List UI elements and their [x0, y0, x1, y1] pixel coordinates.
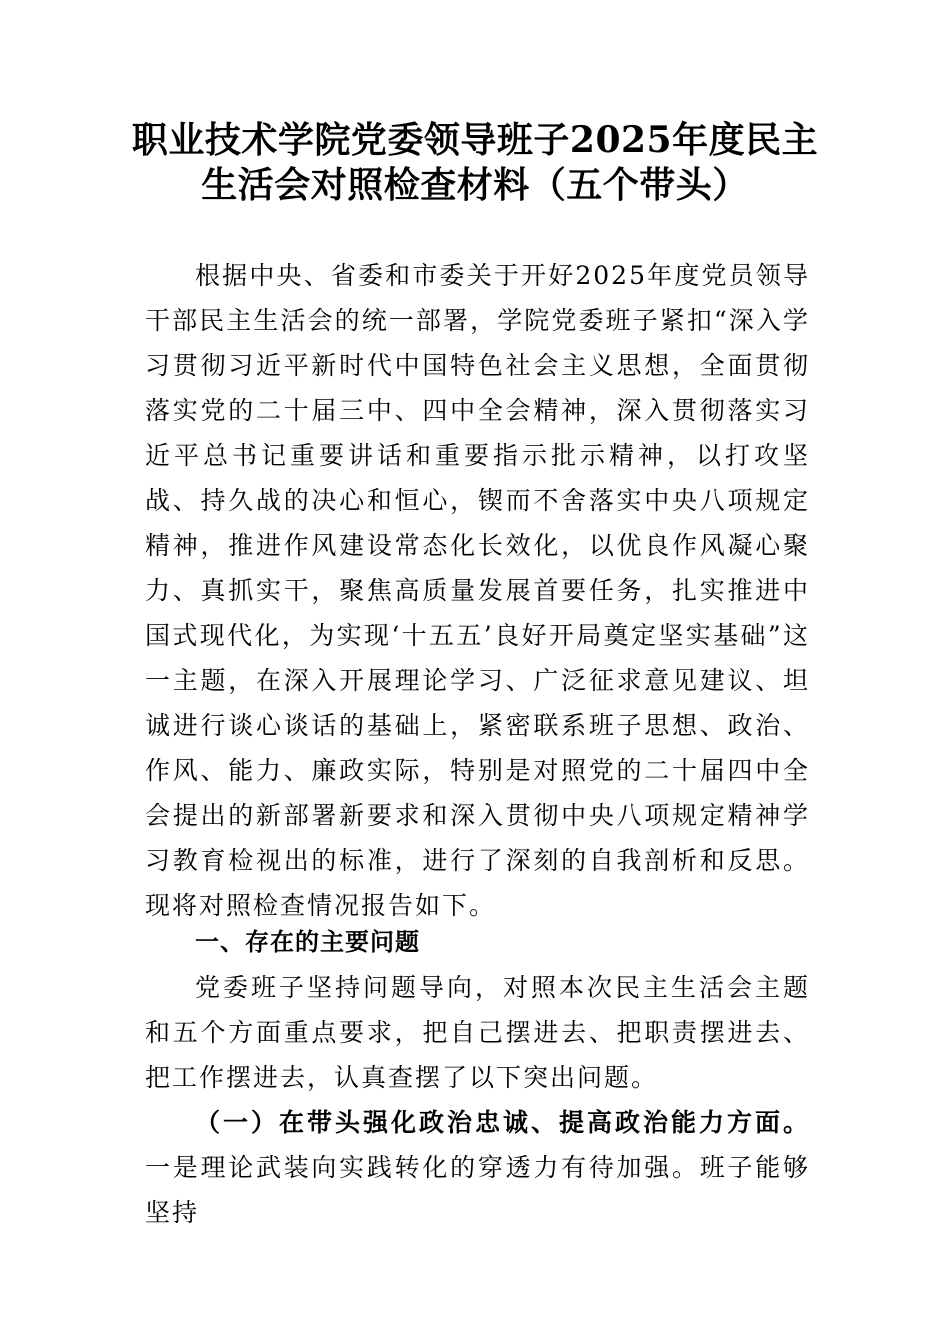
- subsection-paragraph: [145, 1100, 810, 1235]
- document-title-line2: 生活会对照检查材料（五个带头）: [201, 164, 749, 206]
- document-title-line1: 职业技术学院党委领导班子2025年度民主: [131, 119, 819, 161]
- section-paragraph: 党委班子坚持问题导向，对照本次民主生活会主题和五个方面重点要求，把自己摆进去、把职责摆进去、把工作摆进去，认真查摆了以下突出问题。: [145, 973, 810, 1092]
- section-heading-problems: 一、存在的主要问题: [195, 928, 420, 956]
- intro-paragraph: 根据中央、省委和市委关于开好2025年度党员领导干部民主生活会的统一部署，学院党委班子紧扣“深入学习贯彻习近平新时代中国特色社会主义思想，全面贯彻落实党的二十届三中、四中全会精神，深入贯彻落实习近平总书记重要讲话和重要指示批示精神，以打攻坚战、持久战的决心和恒心，锲而不舍落实中央八项规定精神，推进作风建设常态化长效化，以优良作风凝心聚力、真抓实干，聚焦高质量发展首要任务，扎实推进中国式现代化，为实现‘十五五’良好开局奠定坚实基础”这一主题，在深入开展理论学习、广泛征求意见建议、坦诚进行谈心谈话的基础上，紧密联系班子思想、政治、作风、能力、廉政实际，特别是对照党的二十届四中全会提出的新部署新要求和深入贯彻中央八项规定精神学习教育检视出的标准，进行了深刻的自我剖析和反思。现将对照检查情况报告如下。: [145, 261, 810, 920]
- subsection-text: 一是理论武装向实践转化的穿透力有待加强。班子能够坚持: [145, 1153, 810, 1227]
- subsection-lead: （一）在带头强化政治忠诚、提高政治能力方面。: [195, 1108, 810, 1137]
